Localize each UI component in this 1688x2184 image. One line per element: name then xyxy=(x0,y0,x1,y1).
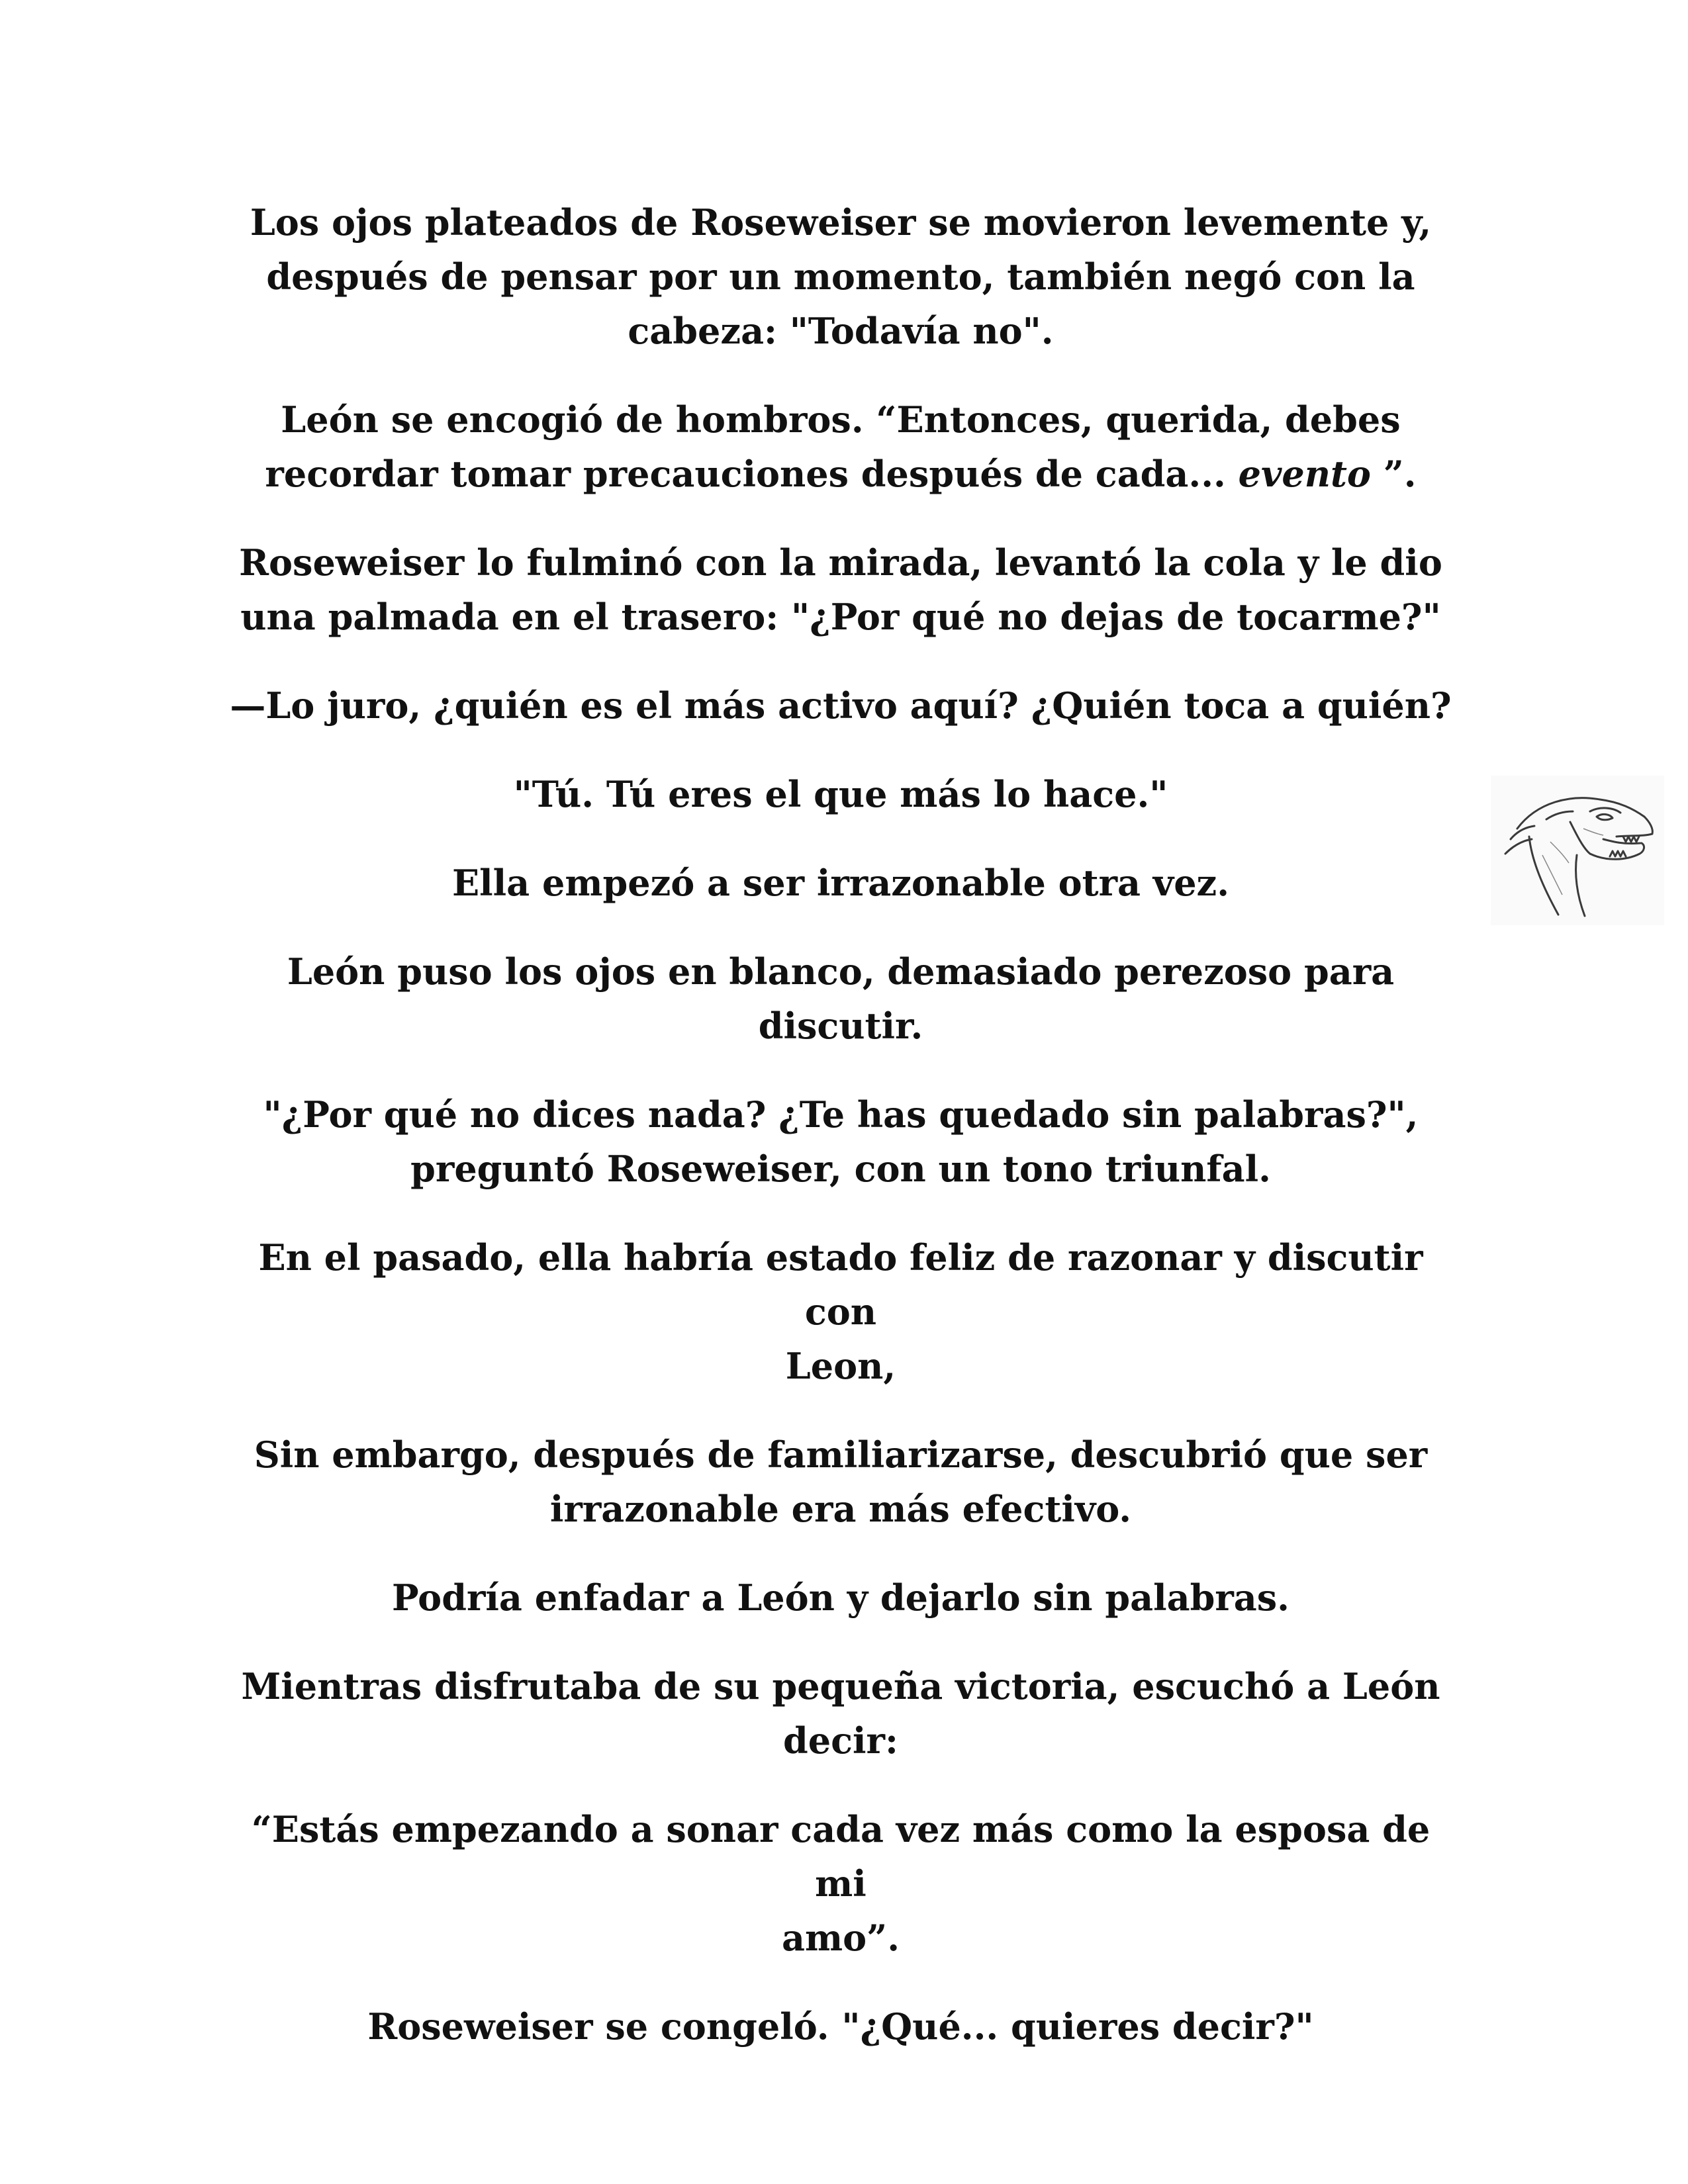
paragraph xyxy=(225,1428,1456,1536)
paragraph xyxy=(225,1659,1456,1768)
text-line: “Estás empezando a sonar cada vez más como la esposa de mi xyxy=(251,1808,1430,1905)
text-line: En el pasado, ella habría estado feliz de razonar y discutir con xyxy=(258,1236,1423,1333)
text-line: una palmada en el trasero: "¿Por qué no dejas de tocarme?" xyxy=(240,596,1441,638)
paragraph xyxy=(225,535,1456,644)
paragraph xyxy=(225,1999,1456,2054)
text-line: —Lo juro, ¿quién es el más activo aquí? ¿Quién toca a quién? xyxy=(230,684,1452,727)
paragraph xyxy=(225,767,1456,821)
text-line: amo”. xyxy=(781,1917,900,1959)
paragraph xyxy=(225,944,1456,1053)
text-line: León puso los ojos en blanco, demasiado perezoso para xyxy=(287,950,1395,993)
paragraph xyxy=(225,1570,1456,1625)
text-line: discutir. xyxy=(758,1005,923,1047)
text-line: Leon, xyxy=(785,1345,896,1387)
text-line: León se encogió de hombros. “Entonces, querida, debes xyxy=(281,398,1401,441)
paragraph xyxy=(225,678,1456,733)
text-segment: ”. xyxy=(1370,453,1417,495)
text-line: Ella empezó a ser irrazonable otra vez. xyxy=(451,862,1230,904)
emphasized-word: evento xyxy=(1238,453,1371,495)
text-line: "¿Por qué no dices nada? ¿Te has quedado sin palabras?", xyxy=(263,1093,1419,1136)
paragraph xyxy=(225,1087,1456,1196)
text-line: irrazonable era más efectivo. xyxy=(549,1488,1132,1530)
text-segment: recordar tomar precauciones después de cada... xyxy=(265,453,1239,495)
text-line: decir: xyxy=(783,1719,898,1762)
text-line: Sin embargo, después de familiarizarse, descubrió que ser xyxy=(254,1433,1428,1476)
paragraph xyxy=(225,856,1456,910)
text-line: después de pensar por un momento, también negó con la xyxy=(266,255,1415,298)
text-line: Roseweiser lo fulminó con la mirada, levantó la cola y le dio xyxy=(239,541,1442,584)
text-line: Roseweiser se congeló. "¿Qué... quieres decir?" xyxy=(367,2005,1314,2048)
dinosaur-head-sketch-icon xyxy=(1491,776,1664,925)
text-line: preguntó Roseweiser, con un tono triunfal. xyxy=(410,1148,1271,1190)
paragraph xyxy=(225,392,1456,501)
text-line xyxy=(225,447,1456,501)
document-body xyxy=(225,195,1456,2088)
text-line: cabeza: "Todavía no". xyxy=(628,310,1054,352)
text-line: Los ojos plateados de Roseweiser se movieron levemente y, xyxy=(250,201,1432,244)
paragraph xyxy=(225,1230,1456,1393)
paragraph xyxy=(225,1802,1456,1965)
paragraph xyxy=(225,195,1456,358)
text-line: Mientras disfrutaba de su pequeña victoria, escuchó a León xyxy=(241,1665,1440,1707)
text-line: Podría enfadar a León y dejarlo sin palabras. xyxy=(392,1576,1289,1619)
text-line: "Tú. Tú eres el que más lo hace." xyxy=(513,773,1168,815)
